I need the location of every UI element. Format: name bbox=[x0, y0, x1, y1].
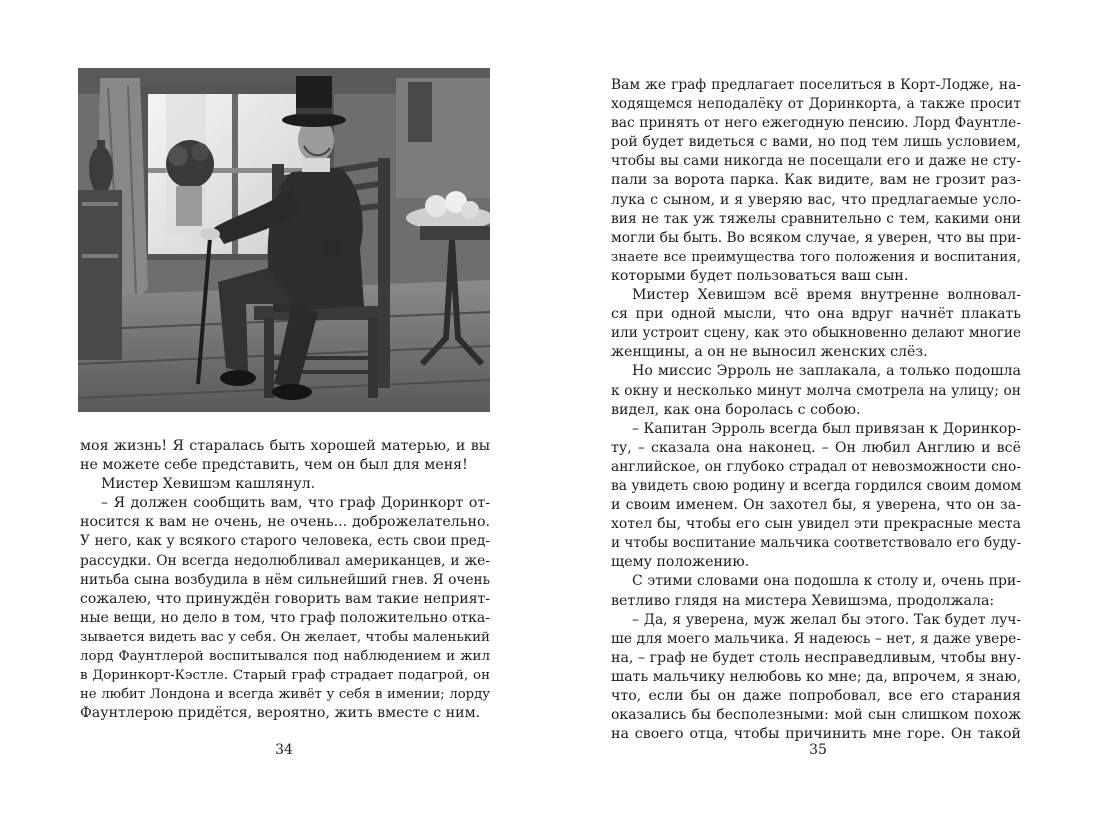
text-line: носится к вам не очень, не очень... доброжелательно. bbox=[80, 514, 490, 531]
text-line: рассудки. Он всегда недолюбливал американцев, и же- bbox=[80, 552, 490, 569]
text-line: и чтобы воспитание мальчика соответствовало его буду- bbox=[611, 535, 1022, 552]
page-number: 35 bbox=[809, 742, 827, 758]
text-line: видел, как она боролась с собою. bbox=[611, 401, 861, 418]
text-line: на своего отца, чтобы причинить мне горе. Он такой bbox=[611, 726, 1021, 743]
text-line: и своим именем. Он захотел бы, я уверена, что он за- bbox=[611, 497, 1021, 514]
text-line: что, если бы он даже попробовал, все его старания bbox=[611, 688, 1021, 704]
text-line: Но миссис Эрроль не заплакала, а только подошла bbox=[632, 363, 1021, 380]
text-line: не любит Лондона и всегда живёт у себя в имении; лорду bbox=[80, 687, 490, 703]
text-line: или устроит сцену, как это обыкновенно делают многие bbox=[611, 325, 1021, 342]
text-line: ше для моего мальчика. Я надеюсь – нет, я даже увере- bbox=[611, 630, 1021, 647]
text-line: хотел бы, чтобы его сын увидел эти прекрасные места bbox=[611, 516, 1021, 533]
text-line: рой будет видеться с вами, но под тем лишь условием, bbox=[611, 134, 1021, 151]
book-illustration bbox=[78, 68, 490, 412]
left-page-text bbox=[80, 437, 490, 723]
text-line: – Да, я уверена, муж желал бы этого. Так будет луч- bbox=[632, 611, 1021, 628]
text-line: вия не так уж тяжелы сравнительно с тем, какими они bbox=[611, 210, 1021, 227]
text-line: женщины, а он не выносил женских слёз. bbox=[611, 344, 928, 361]
text-line: ветливо глядя на мистера Хевишэма, продолжала: bbox=[611, 592, 995, 609]
right-page-text bbox=[611, 76, 1021, 744]
text-line: У него, как у всякого старого человека, есть свои пред- bbox=[80, 533, 490, 550]
text-line: пали за ворота парка. Как видите, вам не грозит раз- bbox=[611, 172, 1021, 189]
text-line: не можете себе представить, чем он был для меня! bbox=[80, 457, 468, 474]
text-line: С этими словами она подошла к столу и, очень при- bbox=[632, 573, 1021, 590]
text-line: которыми будет пользоваться ваш сын. bbox=[611, 267, 909, 284]
text-line: – Капитан Эрроль всегда был привязан к Доринкор- bbox=[632, 420, 1021, 437]
text-line: Мистер Хевишэм всё время внутренне волновал- bbox=[632, 287, 1021, 304]
text-line: зывается видеть вас у себя. Он желает, чтобы маленький bbox=[80, 629, 490, 645]
text-line: на, – граф не будет столь несправедливым, чтобы вну- bbox=[611, 649, 1021, 666]
text-line: в Доринкорт-Кэстле. Старый граф страдает подагрой, он bbox=[80, 668, 490, 684]
text-line: английское, он глубоко страдал от невозможности сно- bbox=[611, 458, 1021, 475]
text-line: нитьба сына возбудила в нём сильнейший гнев. Я очень bbox=[80, 571, 490, 588]
text-line: Мистер Хевишэм кашлянул. bbox=[101, 476, 316, 493]
text-line: моя жизнь! Я старалась быть хорошей матерью, и вы bbox=[80, 438, 490, 454]
text-line: – Я должен сообщить вам, что граф Доринкорт от- bbox=[101, 495, 490, 512]
illustration-drawing bbox=[78, 68, 490, 412]
text-line: ходящемся неподалёку от Доринкорта, а также просит bbox=[611, 96, 1021, 113]
text-line: знаете все преимущества того положения и воспитания, bbox=[611, 249, 1021, 265]
text-line: лорд Фаунтлерой воспитывался под наблюдением и жил bbox=[80, 649, 490, 665]
text-line: ту, – сказала она наконец. – Он любил Англию и всё bbox=[611, 439, 1021, 456]
text-line: лука с сыном, и я уверяю вас, что предлагаемые усло- bbox=[611, 191, 1021, 208]
text-line: вас принять от него ежегодную пенсию. Лорд Фаунтле- bbox=[611, 115, 1021, 132]
text-line: могли бы быть. Во всяком случае, я уверен, что вы при- bbox=[611, 229, 1022, 246]
text-line: ва увидеть свою родину и всегда гордился своим домом bbox=[611, 477, 1022, 494]
text-line: сожалею, что принуждён говорить вам такие неприят- bbox=[80, 590, 490, 607]
text-line: ся при одной мысли, что она вдруг начнёт плакать bbox=[611, 306, 1021, 323]
text-line: Фаунтлерою придётся, вероятно, жить вместе с ним. bbox=[80, 705, 481, 722]
text-line: к окну и несколько минут молча смотрела на улицу; он bbox=[611, 382, 1021, 399]
text-line: Вам же граф предлагает поселиться в Корт-Лодже, на- bbox=[611, 77, 1021, 93]
text-line: чтобы вы сами никогда не посещали его и даже не сту- bbox=[611, 153, 1021, 170]
right-page bbox=[550, 0, 1100, 825]
text-line: шать мальчику нелюбовь ко мне; да, впрочем, я знаю, bbox=[611, 668, 1022, 685]
page-number: 34 bbox=[275, 742, 293, 758]
text-line: оказались бы бесполезными: мой сын слишком похож bbox=[611, 707, 1021, 724]
text-line: ные вещи, но дело в том, что граф положительно отка- bbox=[80, 609, 490, 626]
text-line: щему положению. bbox=[611, 554, 750, 571]
